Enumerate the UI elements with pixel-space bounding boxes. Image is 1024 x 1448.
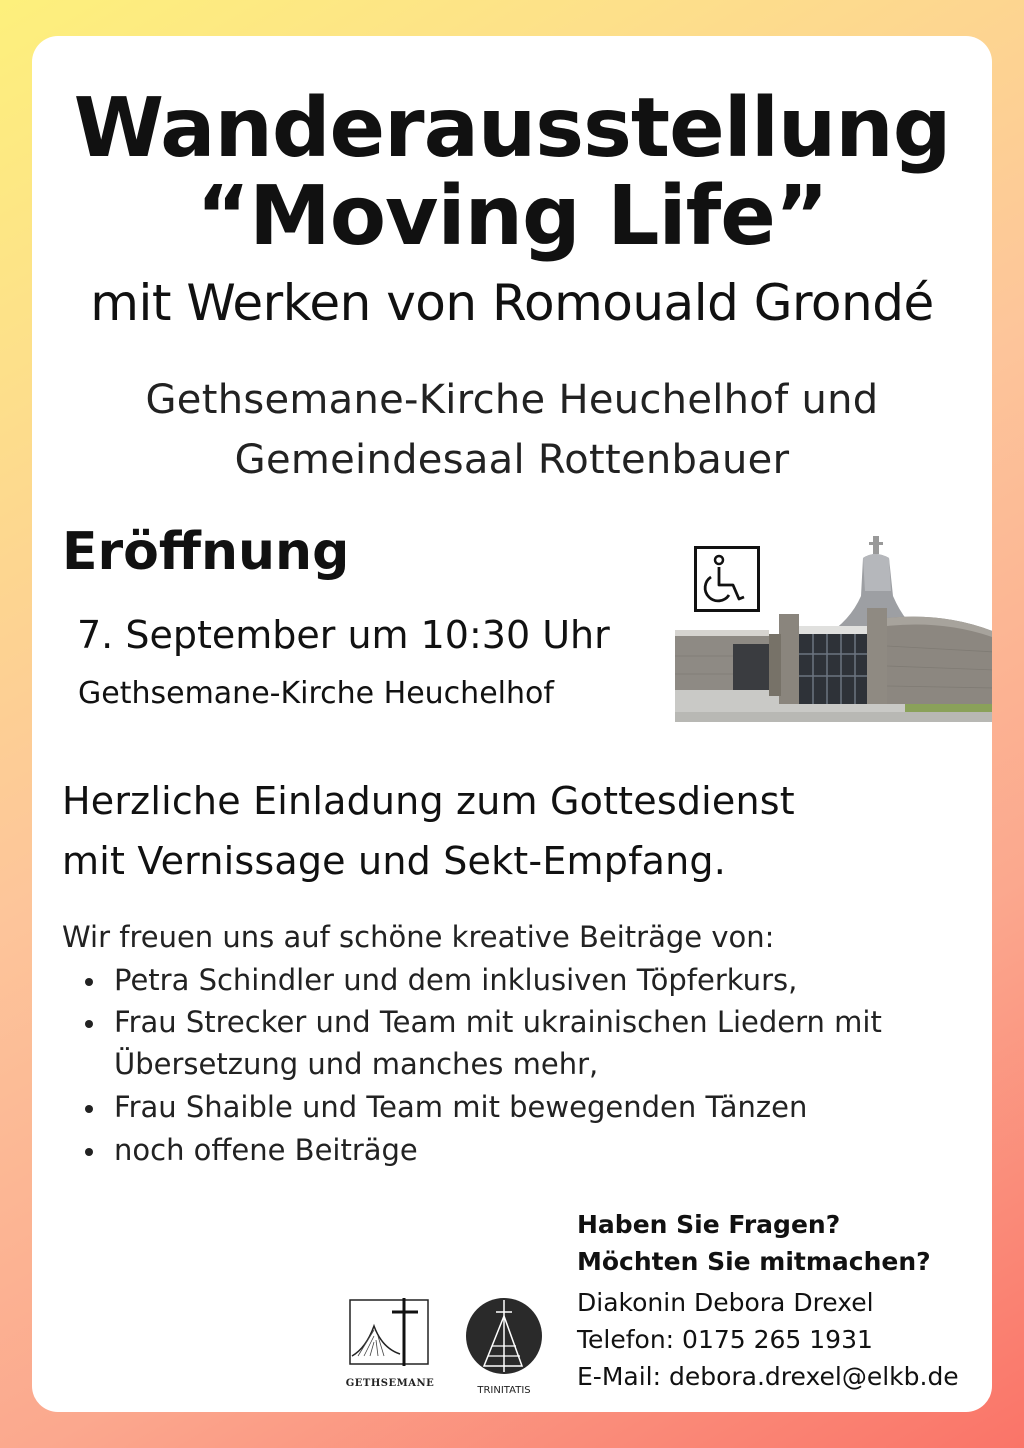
bullet-dot	[85, 1020, 93, 1028]
bullet-dot	[85, 1105, 93, 1113]
invitation-line-1: Herzliche Einladung zum Gottesdienst	[62, 779, 795, 823]
gethsemane-logo	[344, 1296, 436, 1394]
invitation-line-2: mit Vernissage und Sekt-Empfang.	[62, 839, 727, 883]
contact-name: Diakonin Debora Drexel	[577, 1288, 874, 1317]
opening-heading: Eröffnung	[62, 522, 350, 582]
gethsemane-logo-text: GETHSEMANE	[345, 1378, 435, 1389]
poster-card	[32, 36, 992, 1412]
list-item-text: Übersetzung und manches mehr,	[114, 1047, 599, 1081]
trinitatis-logo-text: TRINITATIS	[477, 1385, 531, 1396]
contributions-intro: Wir freuen uns auf schöne kreative Beiträge von:	[62, 920, 775, 954]
list-item-text: noch offene Beiträge	[114, 1133, 418, 1167]
list-item-text: Frau Strecker und Team mit ukrainischen Liedern mit	[114, 1005, 882, 1039]
location-line-2: Gemeindesaal Rottenbauer	[234, 437, 790, 483]
title-line-1: Wanderausstellung	[73, 81, 951, 176]
contact-question-2: Möchten Sie mitmachen?	[577, 1247, 931, 1276]
opening-datetime: 7. September um 10:30 Uhr	[77, 613, 610, 657]
trinitatis-logo	[464, 1296, 544, 1396]
wheelchair-icon	[694, 546, 760, 612]
title-line-2: “Moving Life”	[196, 169, 828, 264]
list-item-text: Petra Schindler und dem inklusiven Töpferkurs,	[114, 963, 798, 997]
bullet-dot	[85, 1148, 93, 1156]
contact-question-1: Haben Sie Fragen?	[577, 1210, 841, 1239]
contact-phone[interactable]: Telefon: 0175 265 1931	[577, 1325, 873, 1354]
contact-email[interactable]: E-Mail: debora.drexel@elkb.de	[577, 1362, 959, 1391]
list-item-text: Frau Shaible und Team mit bewegenden Tänzen	[114, 1090, 808, 1124]
location-line-1: Gethsemane-Kirche Heuchelhof und	[145, 377, 879, 423]
bullet-dot	[85, 978, 93, 986]
subtitle: mit Werken von Romouald Grondé	[90, 274, 934, 332]
opening-place: Gethsemane-Kirche Heuchelhof	[78, 676, 554, 711]
